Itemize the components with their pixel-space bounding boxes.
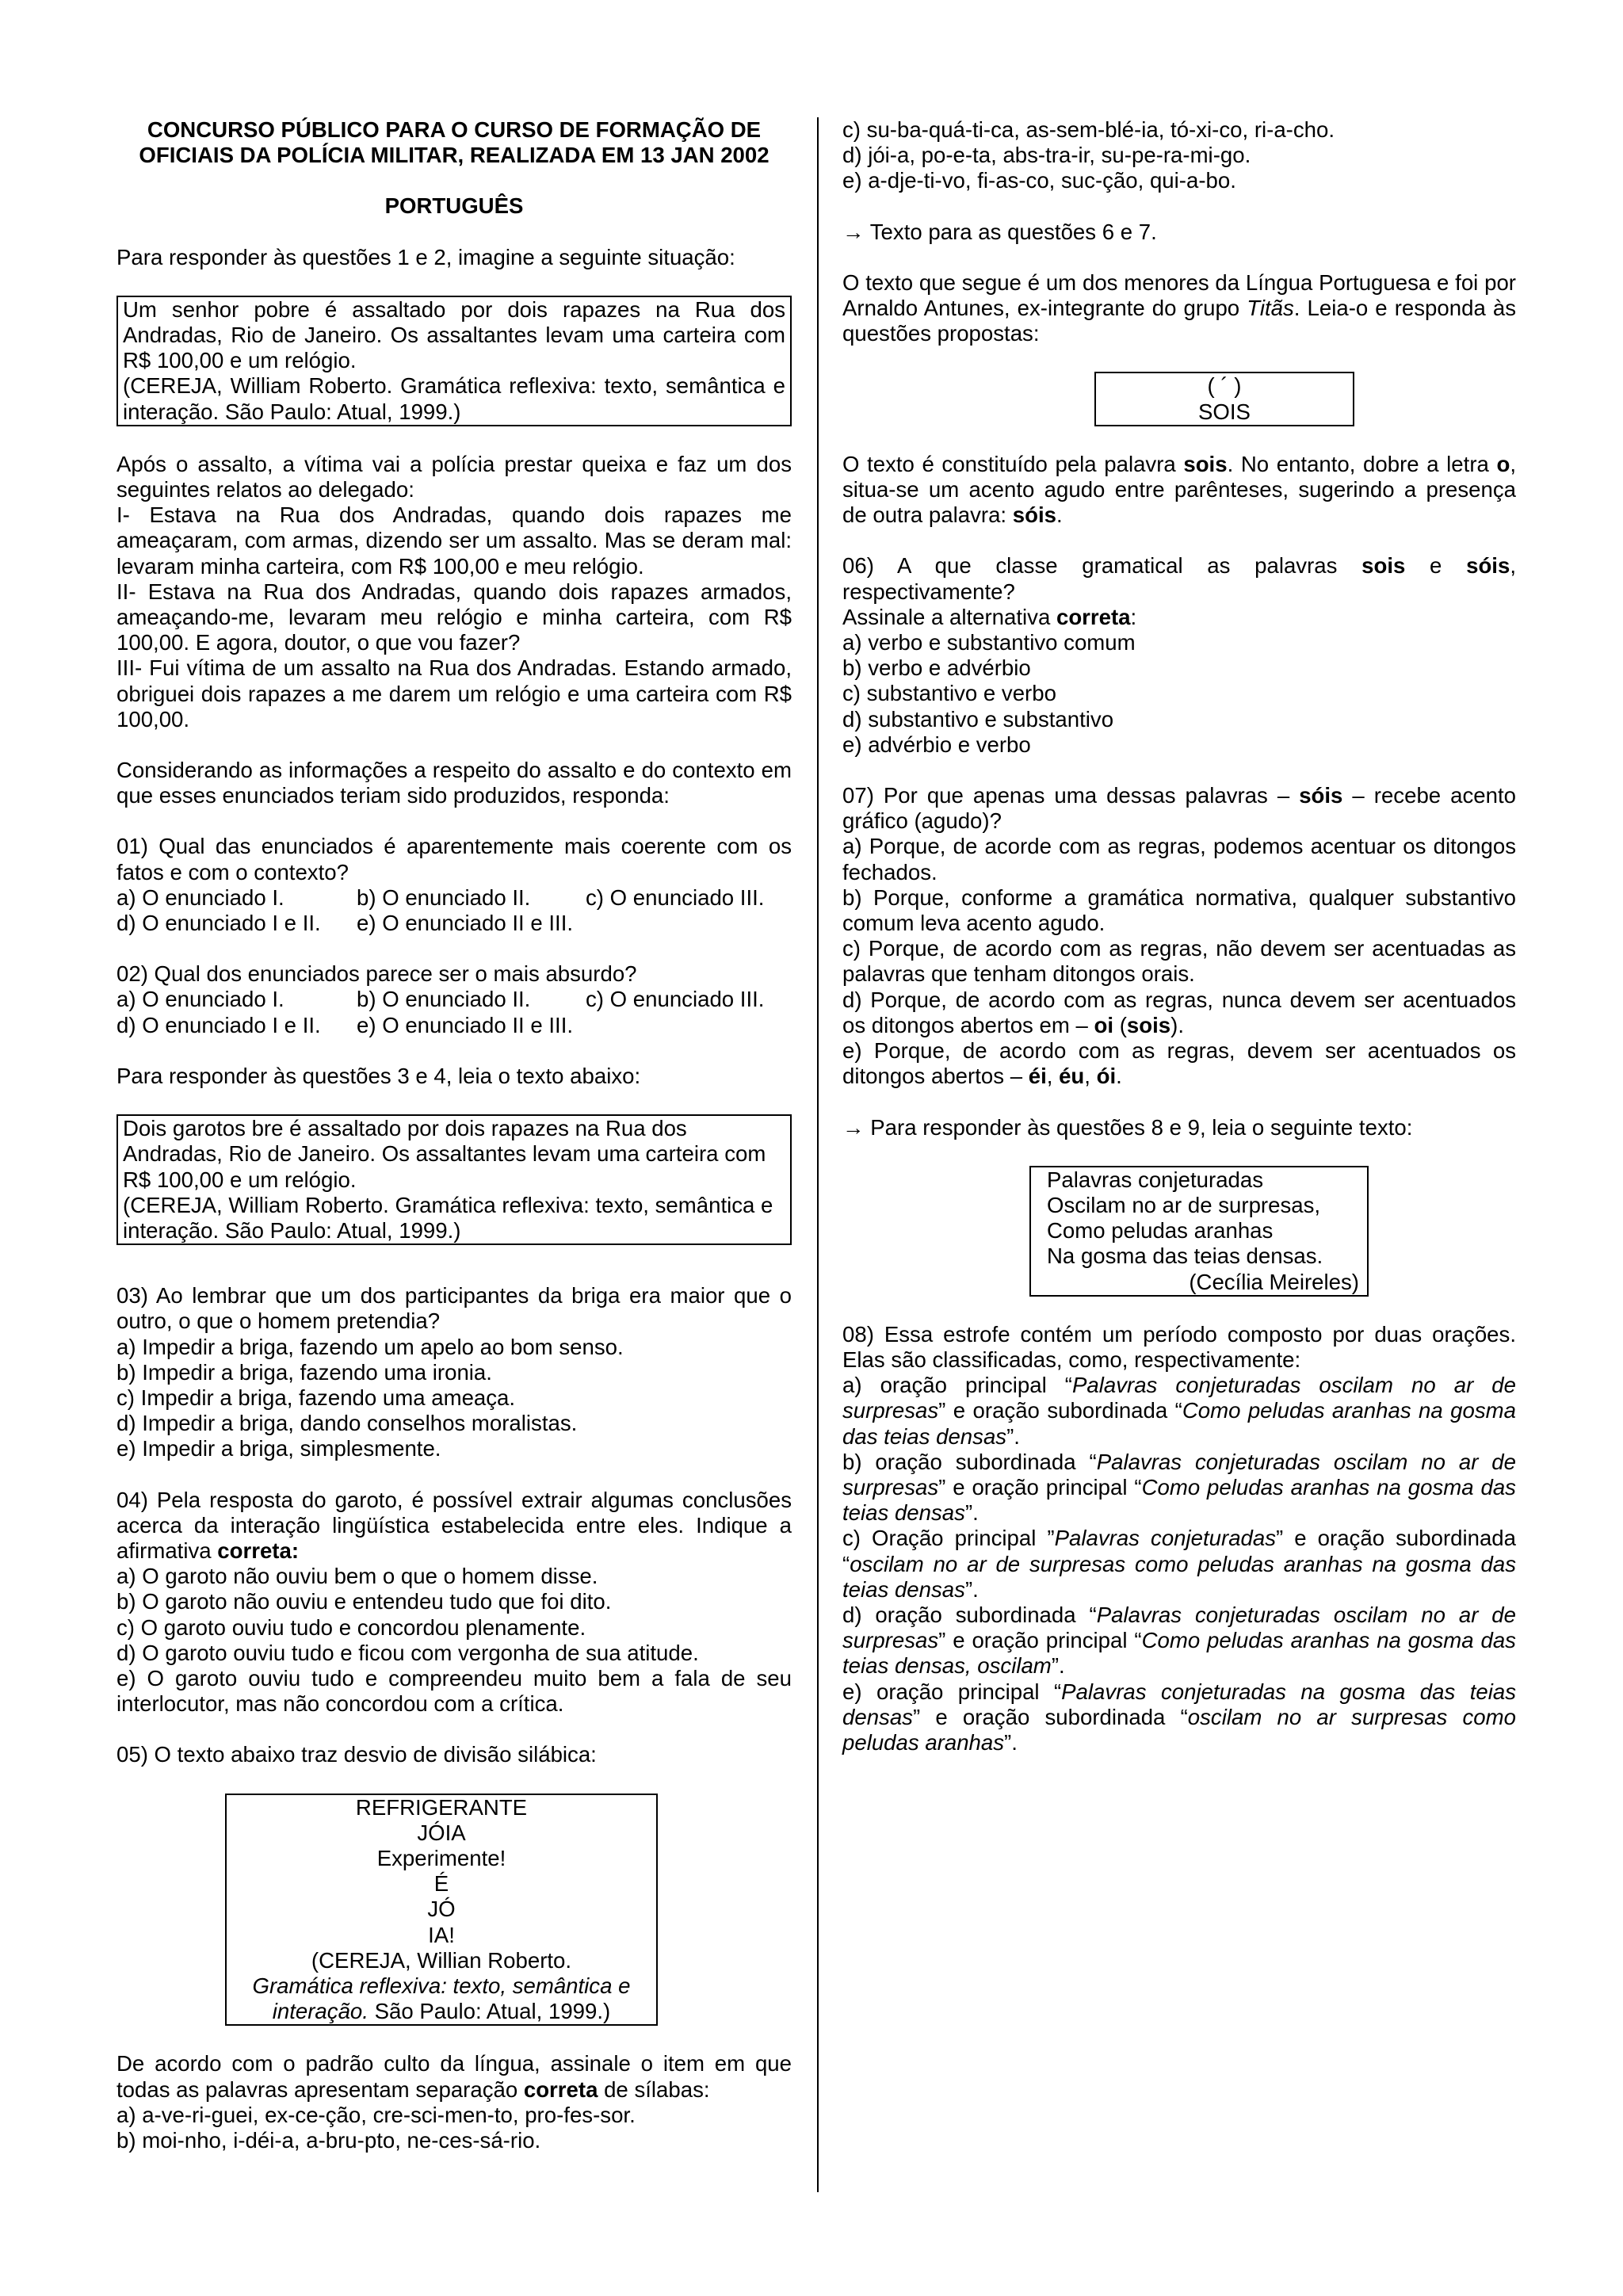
q1-option-b[interactable]: b) O enunciado II. xyxy=(357,884,531,910)
q3-option-a[interactable]: a) Impedir a briga, fazendo um apelo ao bom senso. xyxy=(116,1334,624,1359)
poem-line-1: Palavras conjeturadas xyxy=(1047,1167,1264,1192)
subject-title: PORTUGUÊS xyxy=(384,193,524,219)
passage-2-text: Dois garotos bre é assaltado por dois rapazes na Rua dos Andradas, Rio de Janeiro. Os assaltantes levam uma carteira com R$ 100,00 e um relógio. xyxy=(123,1116,766,1192)
q8-option-b[interactable]: b) oração subordinada “Palavras conjeturadas oscilam no ar de surpresas” e oração principal “Como peludas aranhas na gosma das teias densas”. xyxy=(842,1449,1516,1526)
q6-option-c[interactable]: c) substantivo e verbo xyxy=(842,681,1056,706)
after-assault-text: Após o assalto, a vítima vai a polícia prestar queixa e faz um dos seguintes relatos ao delegado: xyxy=(116,451,792,502)
question-5: 05) O texto abaixo traz desvio de divisão silábica: xyxy=(116,1742,597,1767)
q8-option-a[interactable]: a) oração principal “Palavras conjeturadas oscilam no ar de surpresas” e oração subordinada “Como peludas aranhas na gosma das teias densas”. xyxy=(842,1373,1516,1449)
q5-option-d[interactable]: d) jói-a, po-e-ta, abs-tra-ir, su-pe-ra-mi-go. xyxy=(842,143,1251,168)
q4-option-a[interactable]: a) O garoto não ouviu bem o que o homem disse. xyxy=(116,1564,598,1589)
question-5-text: De acordo com o padrão culto da língua, assinale o item em que todas as palavras apresentam separação correta de sílabas: xyxy=(116,2051,792,2102)
relato-2: II- Estava na Rua dos Andradas, quando dois rapazes armados, ameaçando-me, levaram meu relógio e minha carteira, com R$ 100,00. E agora, doutor, o que vou fazer? xyxy=(116,579,792,655)
left-column xyxy=(116,117,792,2153)
question-4: 04) Pela resposta do garoto, é possível extrair algumas conclusões acerca da interação lingüística estabelecida entre eles. Indique a afirmativa correta: xyxy=(116,1487,792,1563)
q2-option-d[interactable]: d) O enunciado I e II. xyxy=(116,1012,321,1037)
ad-line-3: Experimente! xyxy=(376,1845,506,1870)
q4-option-d[interactable]: d) O garoto ouviu tudo e ficou com vergonha de sua atitude. xyxy=(116,1640,699,1665)
poem-line-4: Na gosma das teias densas. xyxy=(1047,1244,1323,1269)
question-8: 08) Essa estrofe contém um período composto por duas orações. Elas são classificadas, como, respectivamente: xyxy=(842,1321,1516,1372)
poem-line-2: Oscilam no ar de surpresas, xyxy=(1047,1192,1321,1217)
right-column xyxy=(842,117,1516,1755)
q5-option-e[interactable]: e) a-dje-ti-vo, fi-as-co, suc-ção, qui-a-bo. xyxy=(842,168,1236,193)
question-1: 01) Qual das enunciados é aparentemente mais coerente com os fatos e com o contexto? xyxy=(116,834,792,884)
sois-accent: ( ´ ) xyxy=(1207,373,1242,399)
question-6: 06) A que classe gramatical as palavras sois e sóis, respectivamente? xyxy=(842,553,1516,604)
text-intro-q6-7: O texto que segue é um dos menores da Língua Portuguesa e foi por Arnaldo Antunes, ex-integrante do grupo Titãs. Leia-o e responda às questões propostas: xyxy=(842,269,1517,346)
q8-option-e[interactable]: e) oração principal “Palavras conjeturadas na gosma das teias densas” e oração subordinada “oscilam no ar surpresas como peludas aranhas”. xyxy=(842,1679,1517,1755)
q2-option-e[interactable]: e) O enunciado II e III. xyxy=(357,1012,574,1037)
sois-box xyxy=(1094,372,1354,426)
ad-citation: (CEREJA, Willian Roberto. Gramática reflexiva: texto, semântica e interação. São Paulo: Atual, 1999.) xyxy=(252,1947,631,2024)
q8-option-c[interactable]: c) Oração principal ”Palavras conjeturadas” e oração subordinada “oscilam no ar de surpresas como peludas aranhas na gosma das teias densas”. xyxy=(842,1526,1516,1602)
question-1-options-row-1 xyxy=(116,885,792,911)
q3-option-e[interactable]: e) Impedir a briga, simplesmente. xyxy=(116,1436,441,1461)
column-divider xyxy=(817,117,819,2192)
considering-text: Considerando as informações a respeito do assalto e do contexto em que esses enunciados teriam sido produzidos, responda: xyxy=(116,758,792,808)
q7-option-e[interactable]: e) Porque, de acordo com as regras, devem ser acentuados os ditongos abertos – éi, éu, ói. xyxy=(842,1038,1516,1089)
passage-box-2 xyxy=(116,1114,792,1245)
question-1-options-row-2 xyxy=(116,911,792,936)
q6-option-d[interactable]: d) substantivo e substantivo xyxy=(842,706,1114,732)
sois-word: SOIS xyxy=(1198,399,1251,424)
q3-option-b[interactable]: b) Impedir a briga, fazendo uma ironia. xyxy=(116,1359,492,1385)
poem-line-3: Como peludas aranhas xyxy=(1047,1218,1274,1244)
q3-option-c[interactable]: c) Impedir a briga, fazendo uma ameaça. xyxy=(116,1385,516,1410)
q1-option-d[interactable]: d) O enunciado I e II. xyxy=(116,911,321,936)
poem-author: (Cecília Meireles) xyxy=(1189,1269,1359,1294)
q3-option-d[interactable]: d) Impedir a briga, dando conselhos moralistas. xyxy=(116,1411,578,1436)
q5-option-c[interactable]: c) su-ba-quá-ti-ca, as-sem-blé-ia, tó-xi-co, ri-a-cho. xyxy=(842,117,1335,142)
q6-option-e[interactable]: e) advérbio e verbo xyxy=(842,732,1031,757)
exam-title-line-2: OFICIAIS DA POLÍCIA MILITAR, REALIZADA EM 13 JAN 2002 xyxy=(139,143,769,168)
q5-option-b[interactable]: b) moi-nho, i-déi-a, a-bru-pto, ne-ces-sá-rio. xyxy=(116,2128,541,2153)
passage-2-citation: (CEREJA, William Roberto. Gramática reflexiva: texto, semântica e interação. São Paulo: Atual, 1999.) xyxy=(123,1192,773,1243)
arrow-intro-q8-9: → Para responder às questões 8 e 9, leia o seguinte texto: xyxy=(842,1114,1413,1140)
question-2-options-row-2 xyxy=(116,1013,792,1038)
ad-line-1: REFRIGERANTE xyxy=(355,1794,528,1820)
q1-option-a[interactable]: a) O enunciado I. xyxy=(116,884,285,910)
exam-title-line-1: CONCURSO PÚBLICO PARA O CURSO DE FORMAÇÃO DE xyxy=(147,117,762,142)
q4-option-b[interactable]: b) O garoto não ouviu e entendeu tudo que foi dito. xyxy=(116,1589,612,1614)
q2-option-b[interactable]: b) O enunciado II. xyxy=(357,987,531,1012)
q8-option-d[interactable]: d) oração subordinada “Palavras conjeturadas oscilam no ar de surpresas” e oração principal “Como peludas aranhas na gosma das teias densas, oscilam”. xyxy=(842,1602,1516,1679)
ad-line-4: É xyxy=(433,1871,449,1897)
q1-option-e[interactable]: e) O enunciado II e III. xyxy=(357,911,574,936)
intro-q1-2: Para responder às questões 1 e 2, imagine a seguinte situação: xyxy=(116,244,735,269)
ad-line-6: IA! xyxy=(428,1922,455,1947)
question-3: 03) Ao lembrar que um dos participantes da briga era maior que o outro, o que o homem pretendia? xyxy=(116,1283,792,1334)
question-2: 02) Qual dos enunciados parece ser o mais absurdo? xyxy=(116,961,637,987)
intro-q3-4: Para responder às questões 3 e 4, leia o texto abaixo: xyxy=(116,1063,641,1088)
poem-box xyxy=(1029,1166,1369,1297)
question-6-instruction: Assinale a alternativa correta: xyxy=(842,604,1137,629)
q7-option-b[interactable]: b) Porque, conforme a gramática normativa, qualquer substantivo comum leva acento agudo. xyxy=(842,884,1516,936)
q7-option-a[interactable]: a) Porque, de acorde com as regras, podemos acentuar os ditongos fechados. xyxy=(842,834,1516,884)
ad-line-5: JÓ xyxy=(427,1897,456,1922)
question-7: 07) Por que apenas uma dessas palavras – sóis – recebe acento gráfico (agudo)? xyxy=(842,783,1516,834)
q2-option-c[interactable]: c) O enunciado III. xyxy=(586,987,765,1012)
passage-box-3 xyxy=(225,1794,658,2027)
passage-1-text: Um senhor pobre é assaltado por dois rapazes na Rua dos Andradas, Rio de Janeiro. Os assaltantes levam uma carteira com R$ 100,00 e um relógio. xyxy=(123,296,785,373)
q1-option-c[interactable]: c) O enunciado III. xyxy=(586,884,765,910)
q6-option-a[interactable]: a) verbo e substantivo comum xyxy=(842,630,1136,655)
passage-box-1 xyxy=(116,296,792,426)
question-2-options-row-1 xyxy=(116,987,792,1012)
ad-line-2: JÓIA xyxy=(417,1820,466,1845)
q7-option-d[interactable]: d) Porque, de acordo com as regras, nunca devem ser acentuados os ditongos abertos em – oi (sois). xyxy=(842,987,1516,1037)
sois-explanation: O texto é constituído pela palavra sois. No entanto, dobre a letra o, situa-se um acento agudo entre parênteses, sugerindo a presença de outra palavra: sóis. xyxy=(842,451,1516,528)
passage-1-citation: (CEREJA, William Roberto. Gramática reflexiva: texto, semântica e interação. São Paulo: Atual, 1999.) xyxy=(123,373,785,424)
arrow-intro-q6-7: → Texto para as questões 6 e 7. xyxy=(842,219,1157,244)
q5-option-a[interactable]: a) a-ve-ri-guei, ex-ce-ção, cre-sci-men-to, pro-fes-sor. xyxy=(116,2102,636,2127)
q4-option-c[interactable]: c) O garoto ouviu tudo e concordou plenamente. xyxy=(116,1614,586,1640)
relato-3: III- Fui vítima de um assalto na Rua dos Andradas. Estando armado, obriguei dois rapazes a me darem um relógio e uma carteira com R$ 100,00. xyxy=(116,655,792,732)
q4-option-e[interactable]: e) O garoto ouviu tudo e compreendeu muito bem a fala de seu interlocutor, mas não concordou com a crítica. xyxy=(116,1665,792,1717)
relato-1: I- Estava na Rua dos Andradas, quando dois rapazes me ameaçaram, com armas, dizendo ser um assalto. Mas se deram mal: levaram minha carteira, com R$ 100,00 e meu relógio. xyxy=(116,502,792,579)
q6-option-b[interactable]: b) verbo e advérbio xyxy=(842,655,1031,681)
q2-option-a[interactable]: a) O enunciado I. xyxy=(116,987,285,1012)
q7-option-c[interactable]: c) Porque, de acordo com as regras, não devem ser acentuadas as palavras que tenham ditongos orais. xyxy=(842,936,1516,987)
